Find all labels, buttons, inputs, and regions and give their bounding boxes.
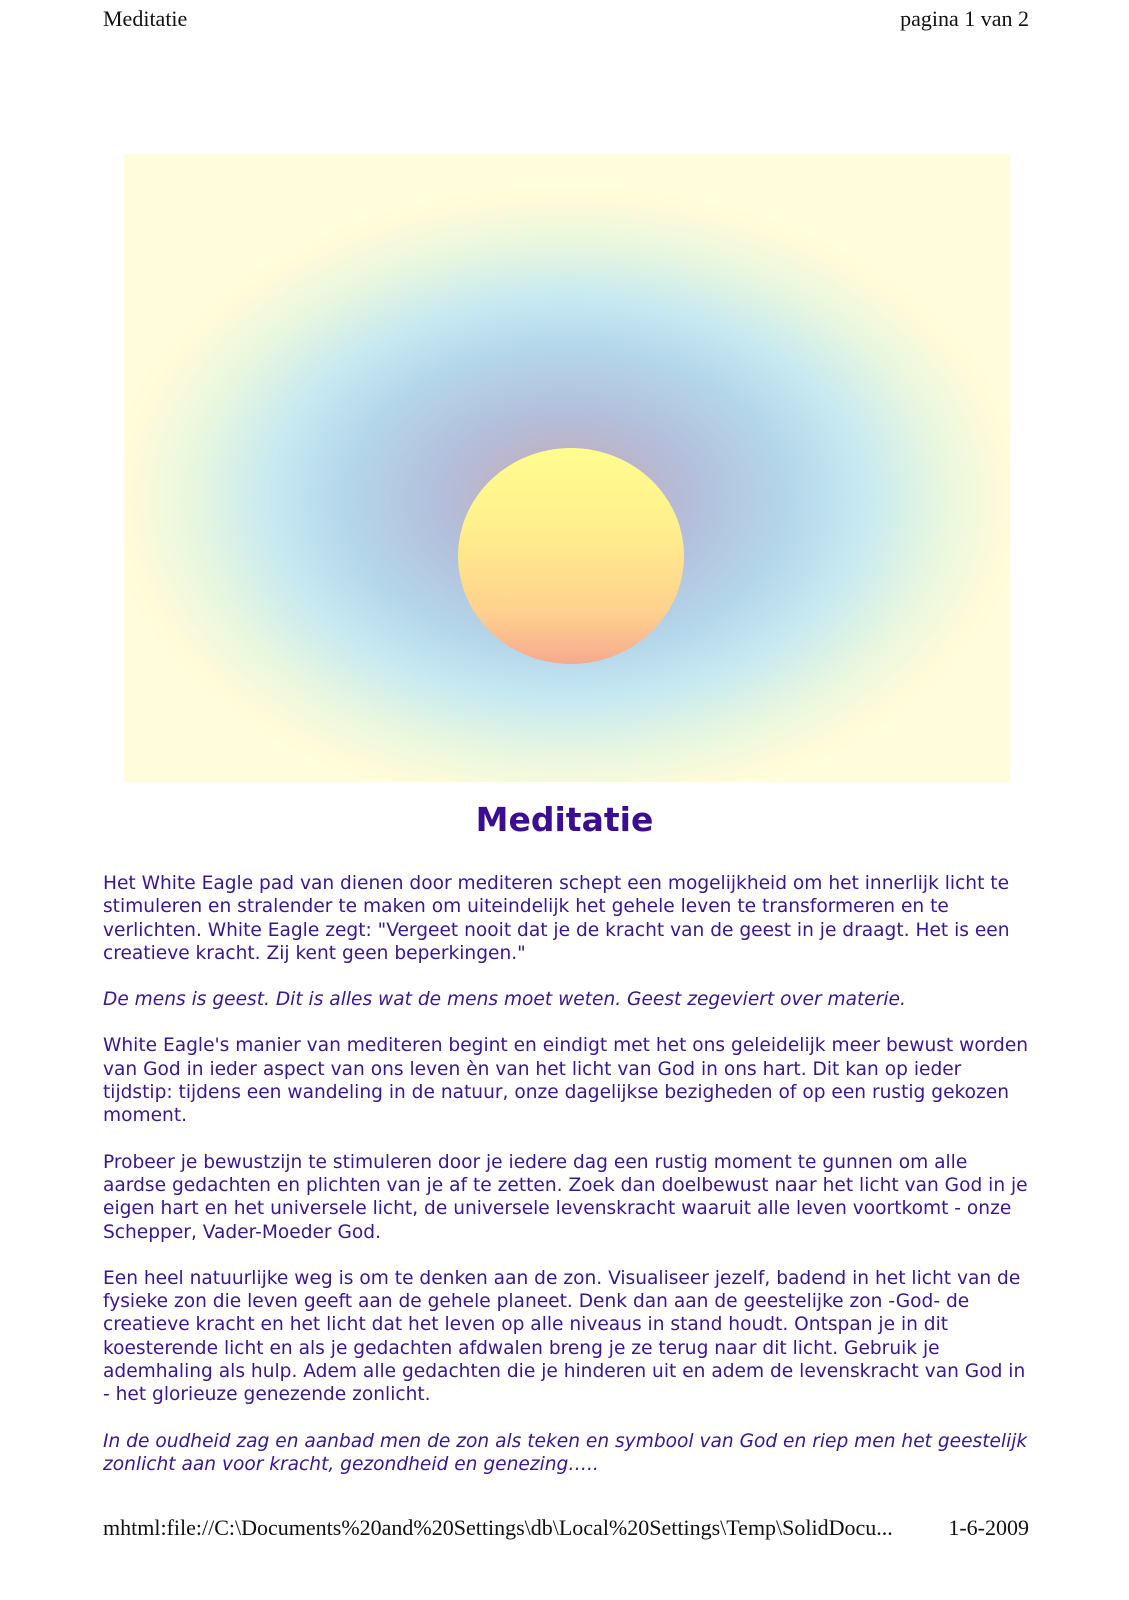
sun-icon: [458, 448, 684, 664]
page-title: Meditatie: [475, 800, 654, 839]
print-date: 1-6-2009: [948, 1515, 1029, 1540]
paragraph-4: Probeer je bewustzijn te stimuleren door je iedere dag een rustig moment te gunnen om alle aardse gedachten en plichten van je af te zetten. Zoek dan doelbewust naar het licht van God in je eigen hart en het universele licht, de universele levenskracht waaruit alle leven voortkomt - onze Schepper, Vader-Moeder God.: [103, 1151, 1028, 1243]
print-footer: [103, 1515, 1029, 1545]
source-path: mhtml:file://C:\Documents%20and%20Settings\db\Local%20Settings\Temp\SolidDocu...: [103, 1515, 893, 1540]
paragraph-6-quote: In de oudheid zag en aanbad men de zon als teken en symbool van God en riep men het geestelijk zonlicht aan voor kracht, gezondheid en genezing…..: [103, 1430, 1028, 1475]
paragraph-5: Een heel natuurlijke weg is om te denken aan de zon. Visualiseer jezelf, badend in het licht van de fysieke zon die leven geeft aan de gehele planeet. Denk dan aan de geestelijke zon -God- de creatieve kracht en het licht dat het leven op alle niveaus in stand houdt. Ontspan je in dit koesterende licht en als je gedachten afdwalen breng je ze terug naar dit licht. Gebruik je ademhaling als hulp. Adem alle gedachten die je hinderen uit en adem de levenskracht van God in - het glorieuze genezende zonlicht.: [103, 1267, 1026, 1406]
header-title: Meditatie: [103, 6, 188, 31]
paragraph-1: Het White Eagle pad van dienen door mediteren schept een mogelijkheid om het innerlijk licht te stimuleren en stralender te maken om uiteindelijk het gehele leven te transformeren en te verlichten. White Eagle zegt: "Vergeet nooit dat je de kracht van de geest in je draagt. Het is een creatieve kracht. Zij kent geen beperkingen.": [103, 873, 1010, 964]
paragraph-3: White Eagle's manier van mediteren begint en eindigt met het ons geleidelijk meer bewust worden van God in ieder aspect van ons leven èn van het licht van God in ons hart. Dit kan op ieder tijdstip: tijdens een wandeling in de natuur, onze dagelijkse bezigheden of op een rustig gekozen moment.: [103, 1035, 1029, 1127]
article-body: [103, 872, 1033, 1499]
sun-gradient-image: [124, 154, 1010, 782]
print-header: [103, 6, 1029, 36]
paragraph-2-quote: De mens is geest. Dit is alles wat de mens moet weten. Geest zegeviert over materie.: [103, 989, 906, 1011]
page-indicator: pagina 1 van 2: [900, 6, 1029, 31]
